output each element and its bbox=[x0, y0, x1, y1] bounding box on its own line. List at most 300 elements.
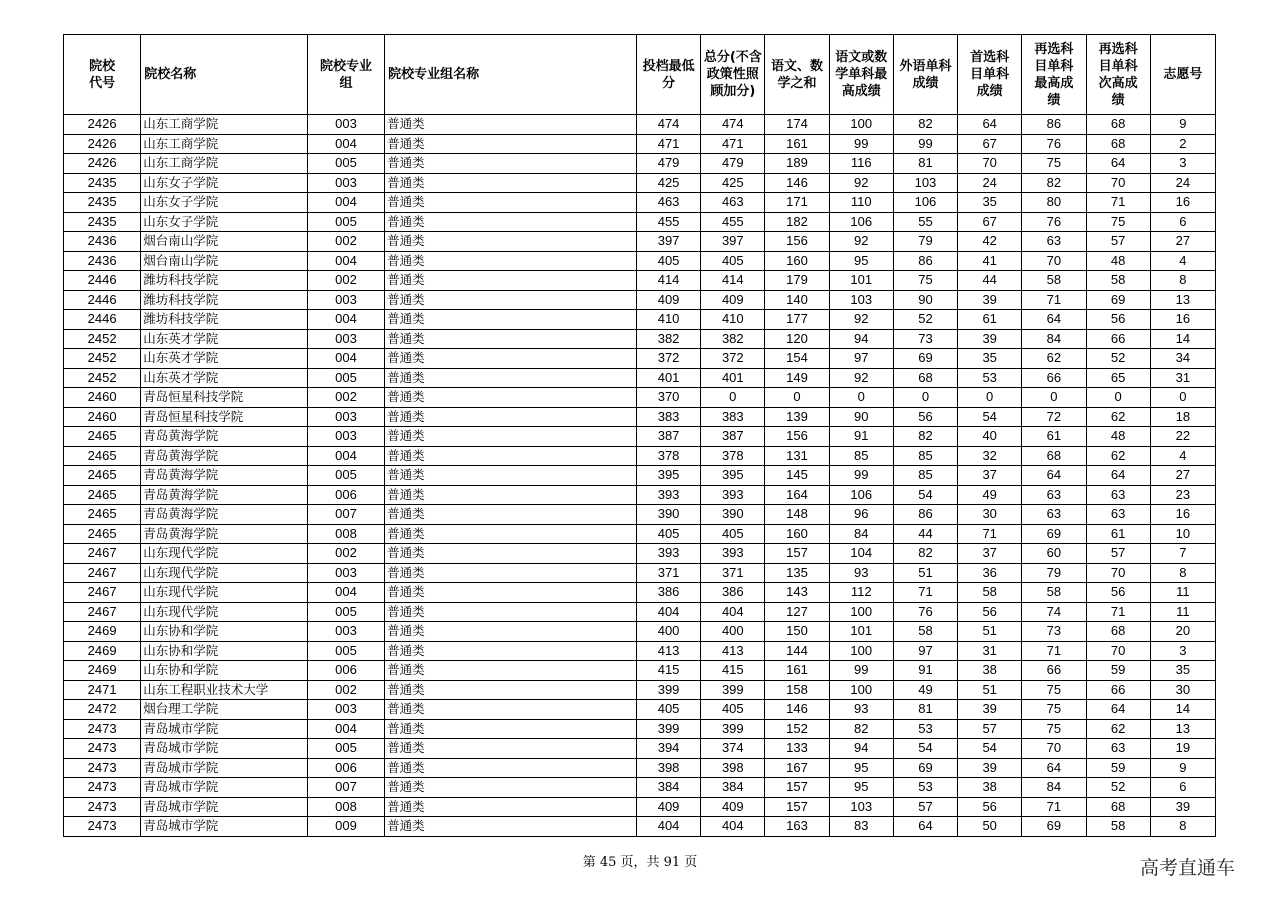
cell-choice-number: 2 bbox=[1150, 134, 1215, 154]
cell-major-group: 003 bbox=[307, 173, 384, 193]
cell-school-code: 2452 bbox=[64, 349, 141, 369]
cell-first-subject: 40 bbox=[958, 427, 1022, 447]
cell-school-code: 2465 bbox=[64, 427, 141, 447]
cell-major-group-name: 普通类 bbox=[385, 290, 637, 310]
cell-elective-second: 59 bbox=[1086, 758, 1150, 778]
cell-chinese-math-sum: 144 bbox=[765, 641, 829, 661]
cell-foreign-language: 91 bbox=[893, 661, 957, 681]
cell-elective-max: 64 bbox=[1022, 758, 1086, 778]
cell-first-subject: 54 bbox=[958, 739, 1022, 759]
cell-chinese-math-max: 90 bbox=[829, 407, 893, 427]
cell-school-name: 青岛黄海学院 bbox=[141, 466, 308, 486]
cell-chinese-math-sum: 143 bbox=[765, 583, 829, 603]
cell-school-name: 烟台南山学院 bbox=[141, 232, 308, 252]
cell-chinese-math-sum: 161 bbox=[765, 134, 829, 154]
cell-total-score: 413 bbox=[701, 641, 765, 661]
cell-major-group: 007 bbox=[307, 778, 384, 798]
cell-chinese-math-max: 92 bbox=[829, 232, 893, 252]
cell-school-code: 2436 bbox=[64, 251, 141, 271]
cell-chinese-math-max: 94 bbox=[829, 329, 893, 349]
cell-total-score: 474 bbox=[701, 115, 765, 135]
cell-major-group-name: 普通类 bbox=[385, 446, 637, 466]
cell-choice-number: 11 bbox=[1150, 583, 1215, 603]
col-header-school-name: 院校名称 bbox=[141, 35, 308, 115]
cell-major-group: 004 bbox=[307, 583, 384, 603]
cell-chinese-math-sum: 157 bbox=[765, 778, 829, 798]
cell-elective-second: 58 bbox=[1086, 271, 1150, 291]
cell-school-code: 2465 bbox=[64, 524, 141, 544]
cell-chinese-math-max: 116 bbox=[829, 154, 893, 174]
cell-major-group: 008 bbox=[307, 524, 384, 544]
cell-chinese-math-sum: 161 bbox=[765, 661, 829, 681]
cell-school-code: 2446 bbox=[64, 290, 141, 310]
cell-elective-second: 64 bbox=[1086, 700, 1150, 720]
cell-elective-max: 75 bbox=[1022, 700, 1086, 720]
cell-school-name: 青岛城市学院 bbox=[141, 797, 308, 817]
cell-min-score: 370 bbox=[636, 388, 700, 408]
cell-foreign-language: 44 bbox=[893, 524, 957, 544]
cell-major-group-name: 普通类 bbox=[385, 115, 637, 135]
cell-elective-max: 69 bbox=[1022, 817, 1086, 837]
cell-school-name: 山东工商学院 bbox=[141, 115, 308, 135]
cell-elective-max: 80 bbox=[1022, 193, 1086, 213]
cell-min-score: 474 bbox=[636, 115, 700, 135]
cell-major-group: 003 bbox=[307, 407, 384, 427]
cell-elective-second: 71 bbox=[1086, 602, 1150, 622]
cell-total-score: 382 bbox=[701, 329, 765, 349]
cell-elective-max: 75 bbox=[1022, 680, 1086, 700]
cell-min-score: 455 bbox=[636, 212, 700, 232]
cell-foreign-language: 86 bbox=[893, 505, 957, 525]
cell-foreign-language: 57 bbox=[893, 797, 957, 817]
cell-school-code: 2435 bbox=[64, 212, 141, 232]
cell-min-score: 471 bbox=[636, 134, 700, 154]
cell-min-score: 409 bbox=[636, 797, 700, 817]
cell-school-code: 2435 bbox=[64, 173, 141, 193]
cell-major-group: 004 bbox=[307, 251, 384, 271]
cell-elective-second: 68 bbox=[1086, 134, 1150, 154]
cell-choice-number: 11 bbox=[1150, 602, 1215, 622]
cell-total-score: 401 bbox=[701, 368, 765, 388]
cell-choice-number: 13 bbox=[1150, 719, 1215, 739]
cell-total-score: 390 bbox=[701, 505, 765, 525]
cell-total-score: 387 bbox=[701, 427, 765, 447]
cell-major-group: 004 bbox=[307, 193, 384, 213]
cell-min-score: 425 bbox=[636, 173, 700, 193]
table-row bbox=[64, 661, 1216, 681]
cell-elective-second: 48 bbox=[1086, 251, 1150, 271]
cell-elective-second: 61 bbox=[1086, 524, 1150, 544]
cell-chinese-math-sum: 148 bbox=[765, 505, 829, 525]
cell-choice-number: 35 bbox=[1150, 661, 1215, 681]
cell-chinese-math-max: 92 bbox=[829, 368, 893, 388]
table-row bbox=[64, 310, 1216, 330]
cell-elective-second: 69 bbox=[1086, 290, 1150, 310]
table-row bbox=[64, 680, 1216, 700]
cell-elective-max: 68 bbox=[1022, 446, 1086, 466]
cell-total-score: 409 bbox=[701, 290, 765, 310]
cell-min-score: 382 bbox=[636, 329, 700, 349]
cell-major-group-name: 普通类 bbox=[385, 680, 637, 700]
cell-choice-number: 31 bbox=[1150, 368, 1215, 388]
table-row bbox=[64, 388, 1216, 408]
cell-choice-number: 9 bbox=[1150, 758, 1215, 778]
cell-chinese-math-sum: 0 bbox=[765, 388, 829, 408]
cell-school-name: 山东协和学院 bbox=[141, 622, 308, 642]
cell-foreign-language: 54 bbox=[893, 485, 957, 505]
table-row bbox=[64, 544, 1216, 564]
cell-major-group: 003 bbox=[307, 427, 384, 447]
cell-elective-max: 82 bbox=[1022, 173, 1086, 193]
cell-major-group: 006 bbox=[307, 485, 384, 505]
cell-total-score: 383 bbox=[701, 407, 765, 427]
cell-foreign-language: 73 bbox=[893, 329, 957, 349]
cell-min-score: 463 bbox=[636, 193, 700, 213]
table-row bbox=[64, 563, 1216, 583]
cell-foreign-language: 75 bbox=[893, 271, 957, 291]
cell-min-score: 387 bbox=[636, 427, 700, 447]
cell-chinese-math-sum: 154 bbox=[765, 349, 829, 369]
cell-chinese-math-sum: 145 bbox=[765, 466, 829, 486]
cell-major-group: 002 bbox=[307, 271, 384, 291]
cell-elective-max: 71 bbox=[1022, 641, 1086, 661]
table-row bbox=[64, 271, 1216, 291]
cell-school-name: 潍坊科技学院 bbox=[141, 310, 308, 330]
cell-first-subject: 32 bbox=[958, 446, 1022, 466]
cell-major-group: 005 bbox=[307, 641, 384, 661]
cell-chinese-math-sum: 160 bbox=[765, 251, 829, 271]
cell-chinese-math-sum: 156 bbox=[765, 232, 829, 252]
cell-major-group: 004 bbox=[307, 310, 384, 330]
cell-first-subject: 53 bbox=[958, 368, 1022, 388]
cell-school-name: 青岛黄海学院 bbox=[141, 485, 308, 505]
cell-first-subject: 56 bbox=[958, 797, 1022, 817]
cell-school-code: 2473 bbox=[64, 758, 141, 778]
cell-elective-max: 62 bbox=[1022, 349, 1086, 369]
cell-school-code: 2473 bbox=[64, 817, 141, 837]
cell-elective-max: 71 bbox=[1022, 797, 1086, 817]
cell-school-name: 青岛黄海学院 bbox=[141, 505, 308, 525]
cell-elective-second: 68 bbox=[1086, 797, 1150, 817]
cell-major-group: 005 bbox=[307, 602, 384, 622]
cell-major-group: 006 bbox=[307, 758, 384, 778]
cell-total-score: 384 bbox=[701, 778, 765, 798]
cell-elective-max: 86 bbox=[1022, 115, 1086, 135]
cell-foreign-language: 86 bbox=[893, 251, 957, 271]
cell-elective-second: 65 bbox=[1086, 368, 1150, 388]
cell-school-name: 青岛城市学院 bbox=[141, 778, 308, 798]
cell-chinese-math-max: 97 bbox=[829, 349, 893, 369]
cell-elective-second: 68 bbox=[1086, 115, 1150, 135]
cell-choice-number: 7 bbox=[1150, 544, 1215, 564]
cell-school-code: 2426 bbox=[64, 134, 141, 154]
cell-total-score: 404 bbox=[701, 602, 765, 622]
table-row bbox=[64, 232, 1216, 252]
cell-major-group: 004 bbox=[307, 719, 384, 739]
cell-chinese-math-sum: 179 bbox=[765, 271, 829, 291]
cell-school-name: 山东英才学院 bbox=[141, 329, 308, 349]
cell-chinese-math-max: 112 bbox=[829, 583, 893, 603]
col-header-major-group: 院校专业组 bbox=[307, 35, 384, 115]
cell-choice-number: 34 bbox=[1150, 349, 1215, 369]
cell-first-subject: 41 bbox=[958, 251, 1022, 271]
cell-major-group-name: 普通类 bbox=[385, 134, 637, 154]
cell-first-subject: 24 bbox=[958, 173, 1022, 193]
cell-elective-max: 70 bbox=[1022, 739, 1086, 759]
cell-choice-number: 30 bbox=[1150, 680, 1215, 700]
cell-elective-max: 64 bbox=[1022, 466, 1086, 486]
table-row bbox=[64, 407, 1216, 427]
table-row bbox=[64, 134, 1216, 154]
cell-total-score: 471 bbox=[701, 134, 765, 154]
cell-major-group-name: 普通类 bbox=[385, 583, 637, 603]
cell-min-score: 394 bbox=[636, 739, 700, 759]
cell-chinese-math-max: 92 bbox=[829, 310, 893, 330]
col-header-first-subject: 首选科目单科成绩 bbox=[958, 35, 1022, 115]
cell-major-group: 004 bbox=[307, 134, 384, 154]
cell-major-group: 004 bbox=[307, 446, 384, 466]
cell-min-score: 414 bbox=[636, 271, 700, 291]
cell-major-group-name: 普通类 bbox=[385, 719, 637, 739]
cell-foreign-language: 56 bbox=[893, 407, 957, 427]
cell-choice-number: 22 bbox=[1150, 427, 1215, 447]
cell-total-score: 386 bbox=[701, 583, 765, 603]
cell-total-score: 405 bbox=[701, 700, 765, 720]
cell-major-group-name: 普通类 bbox=[385, 739, 637, 759]
cell-elective-second: 63 bbox=[1086, 485, 1150, 505]
cell-major-group: 005 bbox=[307, 739, 384, 759]
cell-chinese-math-max: 104 bbox=[829, 544, 893, 564]
cell-first-subject: 42 bbox=[958, 232, 1022, 252]
cell-elective-second: 66 bbox=[1086, 680, 1150, 700]
cell-total-score: 393 bbox=[701, 544, 765, 564]
col-header-choice-number: 志愿号 bbox=[1150, 35, 1215, 115]
cell-choice-number: 10 bbox=[1150, 524, 1215, 544]
cell-major-group: 008 bbox=[307, 797, 384, 817]
cell-total-score: 405 bbox=[701, 251, 765, 271]
cell-elective-max: 63 bbox=[1022, 485, 1086, 505]
col-header-major-group-name: 院校专业组名称 bbox=[385, 35, 637, 115]
cell-chinese-math-max: 94 bbox=[829, 739, 893, 759]
cell-elective-max: 0 bbox=[1022, 388, 1086, 408]
cell-elective-second: 75 bbox=[1086, 212, 1150, 232]
cell-total-score: 378 bbox=[701, 446, 765, 466]
cell-choice-number: 4 bbox=[1150, 251, 1215, 271]
cell-chinese-math-max: 84 bbox=[829, 524, 893, 544]
cell-total-score: 399 bbox=[701, 680, 765, 700]
cell-chinese-math-sum: 133 bbox=[765, 739, 829, 759]
cell-first-subject: 54 bbox=[958, 407, 1022, 427]
cell-first-subject: 51 bbox=[958, 622, 1022, 642]
cell-chinese-math-max: 100 bbox=[829, 641, 893, 661]
table-row bbox=[64, 622, 1216, 642]
cell-major-group-name: 普通类 bbox=[385, 817, 637, 837]
cell-elective-second: 71 bbox=[1086, 193, 1150, 213]
cell-chinese-math-sum: 160 bbox=[765, 524, 829, 544]
cell-elective-max: 76 bbox=[1022, 212, 1086, 232]
cell-school-code: 2473 bbox=[64, 778, 141, 798]
cell-school-name: 青岛恒星科技学院 bbox=[141, 407, 308, 427]
cell-elective-max: 73 bbox=[1022, 622, 1086, 642]
cell-major-group-name: 普通类 bbox=[385, 602, 637, 622]
cell-first-subject: 38 bbox=[958, 778, 1022, 798]
cell-major-group: 003 bbox=[307, 700, 384, 720]
cell-major-group-name: 普通类 bbox=[385, 251, 637, 271]
cell-elective-second: 64 bbox=[1086, 154, 1150, 174]
cell-school-code: 2460 bbox=[64, 388, 141, 408]
cell-min-score: 397 bbox=[636, 232, 700, 252]
cell-total-score: 372 bbox=[701, 349, 765, 369]
cell-major-group-name: 普通类 bbox=[385, 349, 637, 369]
cell-chinese-math-max: 100 bbox=[829, 680, 893, 700]
cell-school-code: 2469 bbox=[64, 641, 141, 661]
cell-foreign-language: 0 bbox=[893, 388, 957, 408]
cell-first-subject: 61 bbox=[958, 310, 1022, 330]
cell-chinese-math-max: 106 bbox=[829, 212, 893, 232]
cell-min-score: 399 bbox=[636, 680, 700, 700]
cell-major-group-name: 普通类 bbox=[385, 778, 637, 798]
cell-chinese-math-max: 95 bbox=[829, 758, 893, 778]
table-row bbox=[64, 797, 1216, 817]
cell-chinese-math-sum: 182 bbox=[765, 212, 829, 232]
cell-chinese-math-sum: 164 bbox=[765, 485, 829, 505]
cell-chinese-math-max: 91 bbox=[829, 427, 893, 447]
cell-elective-second: 57 bbox=[1086, 544, 1150, 564]
cell-chinese-math-max: 99 bbox=[829, 466, 893, 486]
cell-school-name: 山东现代学院 bbox=[141, 544, 308, 564]
cell-first-subject: 67 bbox=[958, 134, 1022, 154]
cell-total-score: 397 bbox=[701, 232, 765, 252]
cell-choice-number: 39 bbox=[1150, 797, 1215, 817]
cell-elective-max: 84 bbox=[1022, 778, 1086, 798]
cell-choice-number: 20 bbox=[1150, 622, 1215, 642]
cell-elective-max: 63 bbox=[1022, 232, 1086, 252]
cell-school-name: 山东英才学院 bbox=[141, 349, 308, 369]
col-header-elective-second: 再选科目单科次高成绩 bbox=[1086, 35, 1150, 115]
cell-foreign-language: 53 bbox=[893, 778, 957, 798]
cell-school-name: 青岛恒星科技学院 bbox=[141, 388, 308, 408]
cell-school-name: 山东工程职业技术大学 bbox=[141, 680, 308, 700]
cell-chinese-math-max: 100 bbox=[829, 602, 893, 622]
cell-total-score: 415 bbox=[701, 661, 765, 681]
cell-elective-second: 66 bbox=[1086, 329, 1150, 349]
cell-choice-number: 9 bbox=[1150, 115, 1215, 135]
cell-choice-number: 16 bbox=[1150, 505, 1215, 525]
cell-school-name: 山东工商学院 bbox=[141, 134, 308, 154]
cell-chinese-math-max: 103 bbox=[829, 797, 893, 817]
cell-total-score: 409 bbox=[701, 797, 765, 817]
cell-elective-second: 52 bbox=[1086, 349, 1150, 369]
cell-elective-second: 48 bbox=[1086, 427, 1150, 447]
cell-school-name: 山东工商学院 bbox=[141, 154, 308, 174]
cell-total-score: 393 bbox=[701, 485, 765, 505]
cell-first-subject: 37 bbox=[958, 466, 1022, 486]
cell-school-code: 2436 bbox=[64, 232, 141, 252]
cell-min-score: 390 bbox=[636, 505, 700, 525]
cell-first-subject: 30 bbox=[958, 505, 1022, 525]
cell-major-group: 005 bbox=[307, 466, 384, 486]
cell-min-score: 404 bbox=[636, 817, 700, 837]
cell-min-score: 405 bbox=[636, 524, 700, 544]
cell-school-name: 青岛黄海学院 bbox=[141, 427, 308, 447]
cell-foreign-language: 69 bbox=[893, 758, 957, 778]
cell-first-subject: 70 bbox=[958, 154, 1022, 174]
cell-foreign-language: 68 bbox=[893, 368, 957, 388]
cell-elective-second: 68 bbox=[1086, 622, 1150, 642]
table-row bbox=[64, 329, 1216, 349]
cell-choice-number: 23 bbox=[1150, 485, 1215, 505]
table-row bbox=[64, 778, 1216, 798]
cell-min-score: 410 bbox=[636, 310, 700, 330]
cell-elective-max: 70 bbox=[1022, 251, 1086, 271]
cell-first-subject: 39 bbox=[958, 290, 1022, 310]
cell-school-code: 2452 bbox=[64, 368, 141, 388]
cell-chinese-math-sum: 135 bbox=[765, 563, 829, 583]
cell-elective-second: 62 bbox=[1086, 407, 1150, 427]
table-header-row bbox=[64, 35, 1216, 115]
cell-chinese-math-max: 82 bbox=[829, 719, 893, 739]
cell-choice-number: 6 bbox=[1150, 212, 1215, 232]
table-row bbox=[64, 466, 1216, 486]
cell-chinese-math-max: 96 bbox=[829, 505, 893, 525]
cell-school-name: 山东女子学院 bbox=[141, 193, 308, 213]
cell-major-group-name: 普通类 bbox=[385, 212, 637, 232]
cell-choice-number: 14 bbox=[1150, 700, 1215, 720]
cell-total-score: 371 bbox=[701, 563, 765, 583]
cell-choice-number: 27 bbox=[1150, 232, 1215, 252]
cell-school-code: 2467 bbox=[64, 544, 141, 564]
cell-chinese-math-max: 101 bbox=[829, 622, 893, 642]
cell-foreign-language: 85 bbox=[893, 466, 957, 486]
cell-school-name: 山东现代学院 bbox=[141, 563, 308, 583]
cell-foreign-language: 85 bbox=[893, 446, 957, 466]
cell-elective-second: 62 bbox=[1086, 719, 1150, 739]
cell-elective-second: 56 bbox=[1086, 583, 1150, 603]
cell-school-code: 2469 bbox=[64, 661, 141, 681]
cell-foreign-language: 49 bbox=[893, 680, 957, 700]
cell-chinese-math-max: 95 bbox=[829, 251, 893, 271]
cell-min-score: 400 bbox=[636, 622, 700, 642]
cell-choice-number: 18 bbox=[1150, 407, 1215, 427]
cell-first-subject: 35 bbox=[958, 349, 1022, 369]
cell-major-group-name: 普通类 bbox=[385, 271, 637, 291]
cell-school-name: 山东女子学院 bbox=[141, 212, 308, 232]
cell-choice-number: 4 bbox=[1150, 446, 1215, 466]
cell-chinese-math-sum: 171 bbox=[765, 193, 829, 213]
cell-major-group-name: 普通类 bbox=[385, 407, 637, 427]
watermark-text: 高考直通车 bbox=[1140, 857, 1236, 879]
cell-total-score: 398 bbox=[701, 758, 765, 778]
cell-min-score: 384 bbox=[636, 778, 700, 798]
cell-school-name: 青岛城市学院 bbox=[141, 817, 308, 837]
cell-school-code: 2452 bbox=[64, 329, 141, 349]
cell-min-score: 399 bbox=[636, 719, 700, 739]
cell-major-group-name: 普通类 bbox=[385, 368, 637, 388]
cell-major-group: 003 bbox=[307, 563, 384, 583]
cell-chinese-math-max: 85 bbox=[829, 446, 893, 466]
cell-elective-second: 56 bbox=[1086, 310, 1150, 330]
cell-first-subject: 50 bbox=[958, 817, 1022, 837]
cell-elective-second: 0 bbox=[1086, 388, 1150, 408]
cell-elective-max: 74 bbox=[1022, 602, 1086, 622]
cell-major-group-name: 普通类 bbox=[385, 505, 637, 525]
cell-chinese-math-sum: 174 bbox=[765, 115, 829, 135]
cell-major-group: 005 bbox=[307, 154, 384, 174]
cell-elective-second: 52 bbox=[1086, 778, 1150, 798]
cell-chinese-math-sum: 131 bbox=[765, 446, 829, 466]
cell-choice-number: 3 bbox=[1150, 154, 1215, 174]
cell-major-group-name: 普通类 bbox=[385, 700, 637, 720]
